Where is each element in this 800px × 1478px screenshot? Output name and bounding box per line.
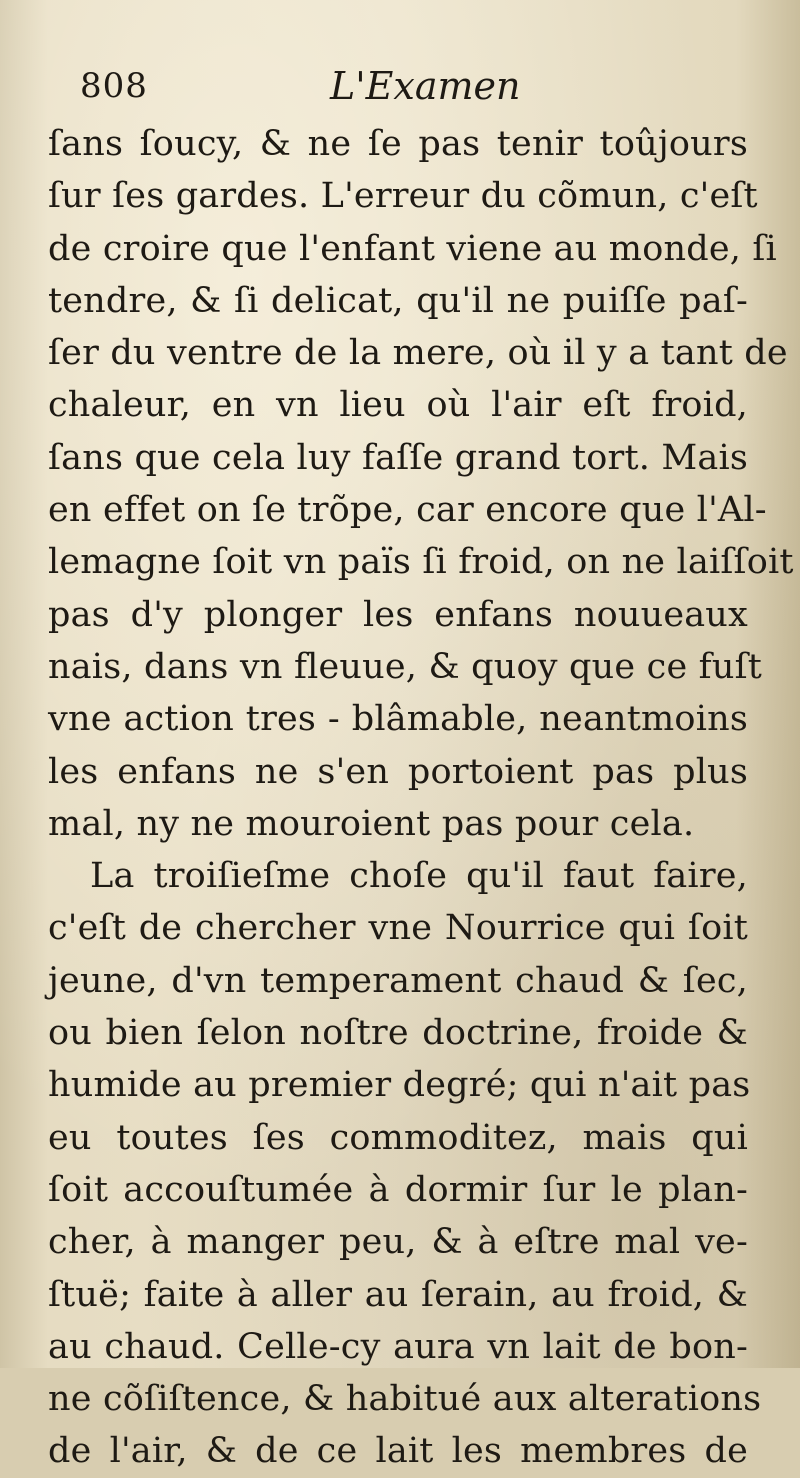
text-line: tendre, & ſi delicat, qu'il ne puiſſe paſ- [48,280,748,321]
text-line: ne cõſiſtence, & habitué aux alterations [48,1379,762,1420]
text-line: les enfans ne s'en portoient pas plus [48,751,748,792]
paragraph-start-line: La troiſieſme choſe qu'il faut faire, [90,856,748,897]
running-title: L'Examen [330,64,521,108]
text-line: ſans ſoucy, & ne ſe pas tenir toûjours [48,124,748,164]
text-line: nais, dans vn fleuue, & quoy que ce fuſt [48,646,762,687]
text-line: ſtuë; faite à aller au ſerain, au froid, & [48,1274,748,1315]
text-line: ſur ſes gardes. L'erreur du cõmun, c'eſt [48,176,758,217]
text-line: en effet on ſe trõpe, car encore que l'Al- [48,490,767,531]
text-line: jeune, d'vn temperament chaud & ſec, [48,960,748,1001]
text-line: vne action tres - blâmable, neantmoins [48,699,748,740]
text-line: de croire que l'enfant viene au monde, ſi [48,228,777,269]
page-number: 808 [80,66,148,106]
text-line: humide au premier degré; qui n'ait pas [48,1065,751,1106]
page-header [80,62,720,110]
text-line: eu toutes ſes commoditez, mais qui [48,1117,748,1158]
text-line: ſoit accouſtumée à dormir ſur le plan- [48,1169,748,1210]
text-line: c'eſt de chercher vne Nourrice qui ſoit [48,908,748,949]
text-line: ſans que cela luy faſſe grand tort. Mais [48,437,749,478]
text-line: pas d'y plonger les enfans nouueaux [48,594,748,635]
text-line: ou bien ſelon noſtre doctrine, froide & [48,1013,748,1054]
paragraph-end-line: mal, ny ne mouroient pas pour cela. [48,803,695,844]
text-line: cher, à manger peu, & à eſtre mal ve- [48,1222,748,1263]
body-text [48,118,794,1478]
text-line: lemagne ſoit vn païs ſi froid, on ne laiſſoit [48,542,794,583]
text-line: au chaud. Celle-cy aura vn lait de bon- [48,1326,748,1367]
text-line: chaleur, en vn lieu où l'air eſt froid, [48,385,748,426]
text-line: ſer du ventre de la mere, où il y a tant de [48,333,788,374]
text-line: de l'air, & de ce lait les membres de [48,1431,748,1472]
